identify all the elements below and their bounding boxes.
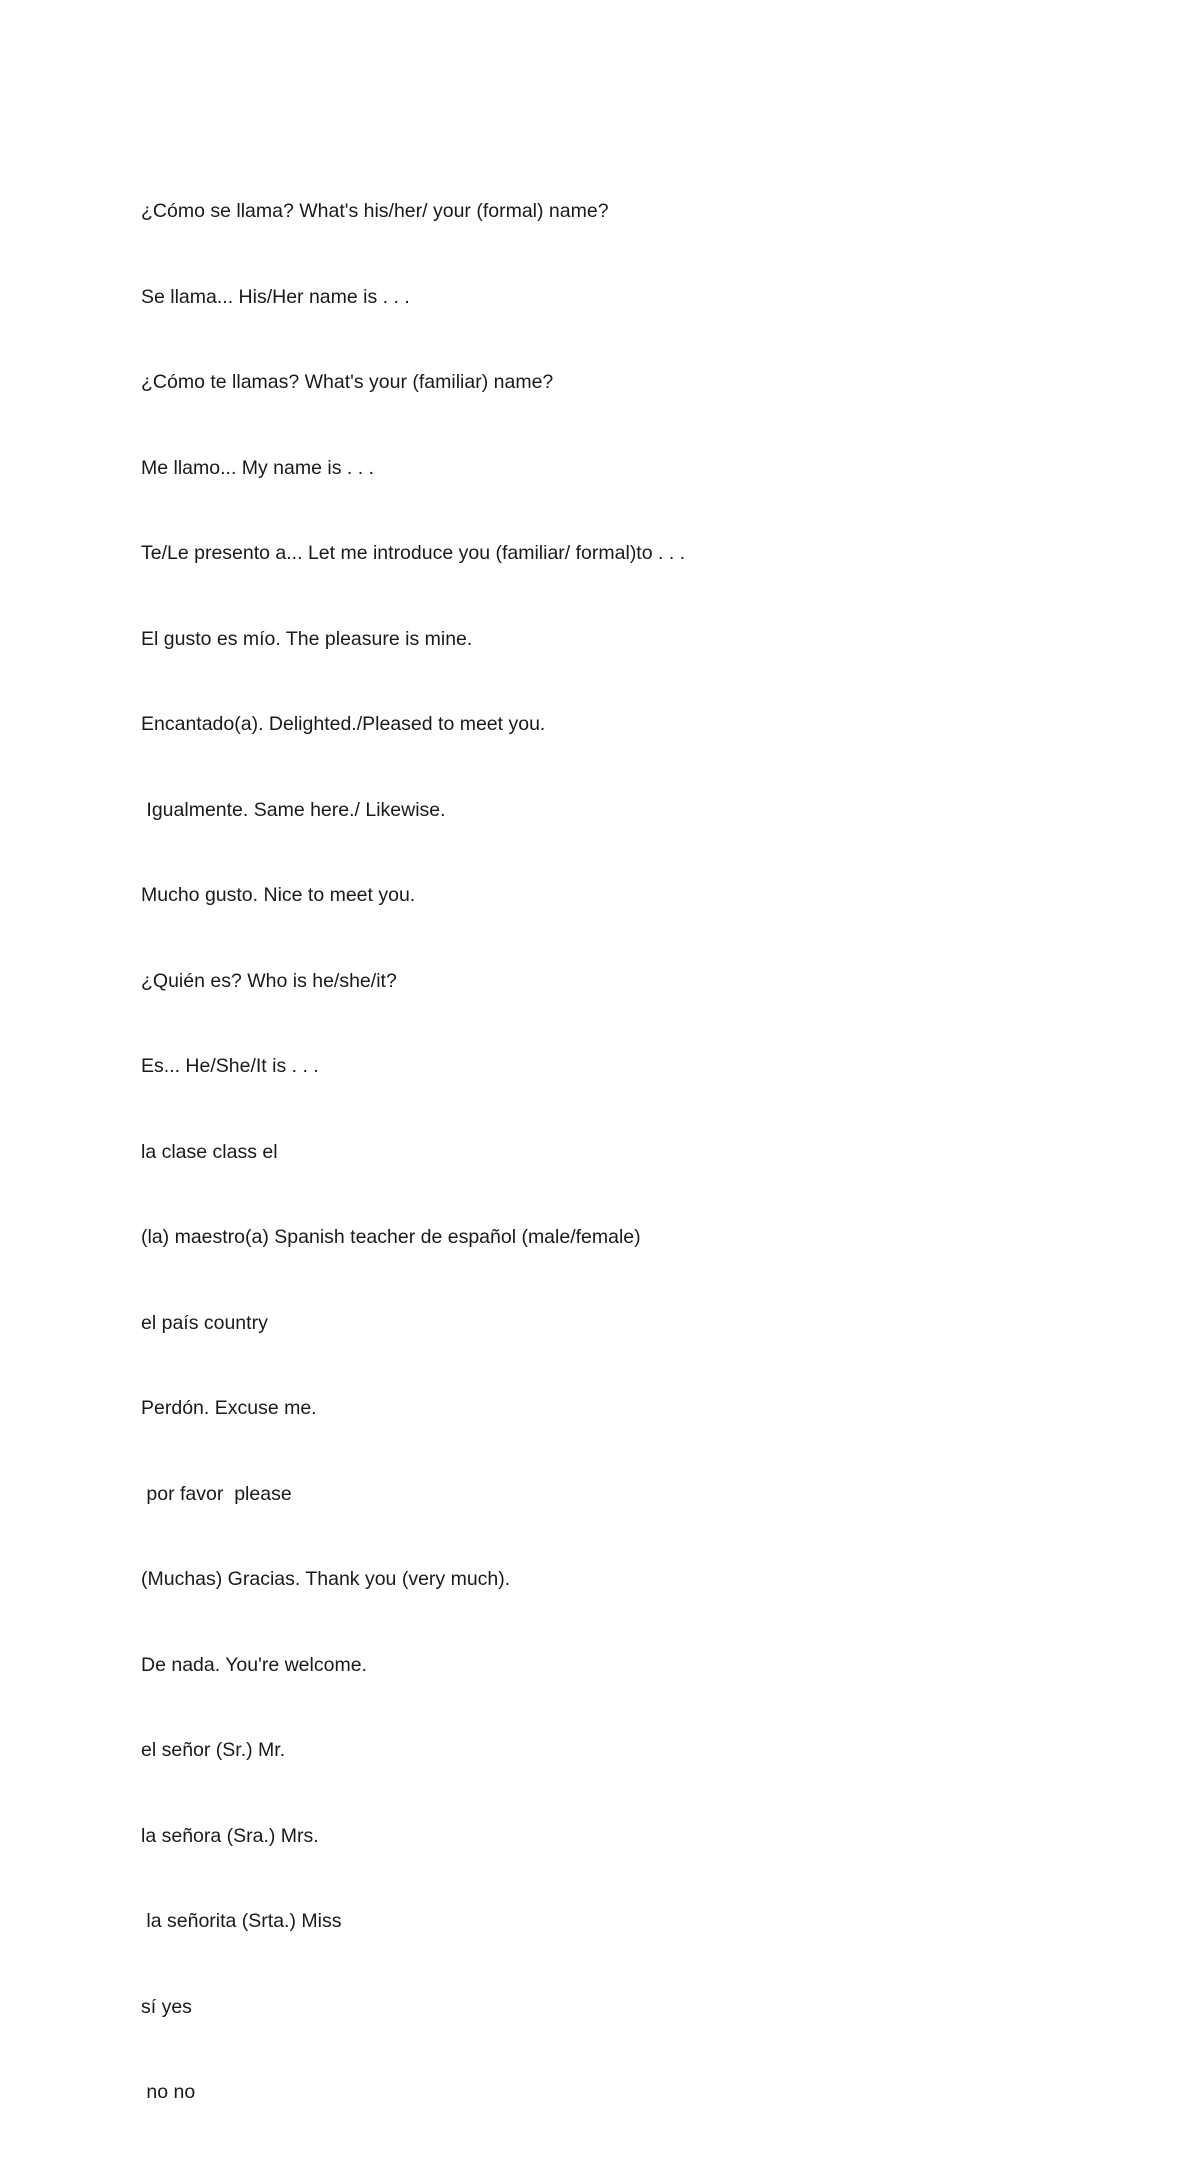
text-line: ¿Quién es? Who is he/she/it?: [141, 969, 397, 992]
text-line: (Muchas) Gracias. Thank you (very much).: [141, 1568, 511, 1590]
text-line: (la) maestro(a) Spanish teacher de español (male/female): [141, 1226, 641, 1248]
text-line: De nada. You're welcome.: [141, 1653, 367, 1676]
text-line: Es... He/She/It is . . .: [141, 1055, 319, 1077]
text-line: ¿Cómo te llamas? What's your (familiar) name?: [141, 371, 554, 393]
text-line: sí yes: [141, 1995, 192, 2018]
text-line: El gusto es mío. The pleasure is mine.: [141, 627, 473, 650]
text-line: el país country: [141, 1311, 268, 1334]
text-line: no no: [141, 2081, 196, 2103]
text-line: la señorita (Srta.) Miss: [141, 1910, 342, 1932]
text-line: Mucho gusto. Nice to meet you.: [141, 884, 416, 906]
vocabulary-list: [141, 140, 1041, 2164]
text-line: la señora (Sra.) Mrs.: [141, 1824, 319, 1847]
text-line: Perdón. Excuse me.: [141, 1397, 317, 1419]
text-line: Igualmente. Same here./ Likewise.: [141, 798, 446, 821]
text-line: ¿Cómo se llama? What's his/her/ your (formal) name?: [141, 200, 609, 222]
text-line: Se llama... His/Her name is . . .: [141, 285, 410, 308]
text-line: Te/Le presento a... Let me introduce you (familiar/ formal)to . . .: [141, 542, 686, 564]
text-line: Encantado(a). Delighted./Pleased to meet you.: [141, 713, 546, 735]
text-line: Me llamo... My name is . . .: [141, 456, 374, 479]
text-line: la clase class el: [141, 1140, 278, 1163]
text-line: el señor (Sr.) Mr.: [141, 1739, 286, 1761]
text-line: por favor please: [141, 1482, 292, 1505]
